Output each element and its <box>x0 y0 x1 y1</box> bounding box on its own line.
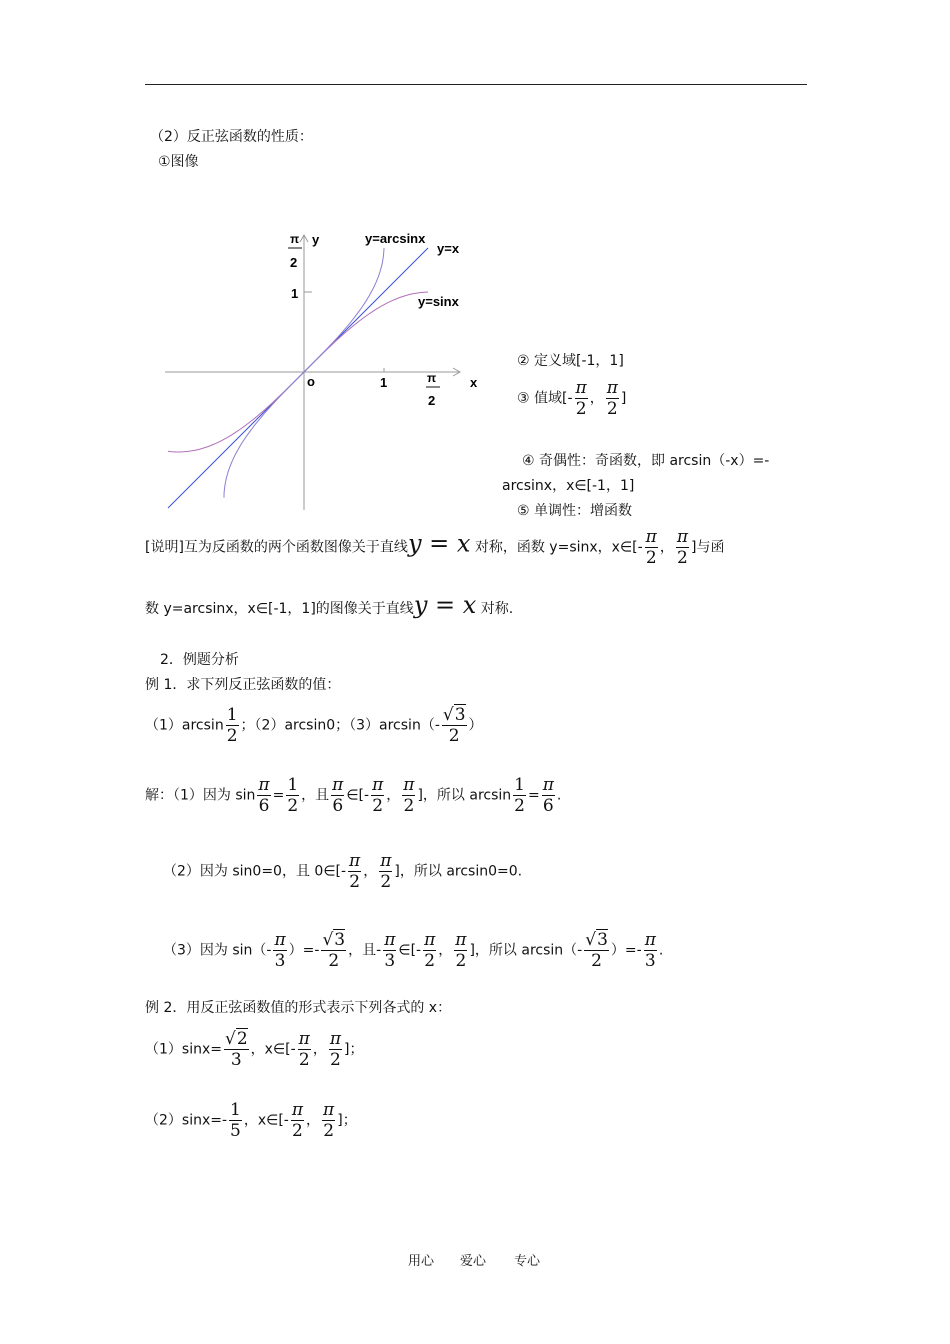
ex2-problem-1: （1）sinx= $\frac{√2}{3}$ ，x∈[- $\frac{\pi}{2}$ ， $\frac{\pi}{2}$ ]； <box>145 1029 364 1070</box>
label-curve-sin: y=sinx <box>418 294 459 309</box>
prop-domain: ② 定义域[-1，1] <box>517 353 624 369</box>
ex1-solution-3: （3）因为 sin（- $\frac{\pi}{3}$ ）=- $\frac{√3}{2}$ ，且- $\frac{\pi}{3}$ ∈[- $\frac{\pi}{2}$ ， $\frac{\pi}{2}$ ]，所以 arcsin（- $\frac{√3}{2}$ ）=- $\frac{\pi}{3}$ . <box>163 930 664 971</box>
label-origin: o <box>307 374 315 389</box>
ex2-title: 例 2．用反正弦函数值的形式表示下列各式的 x： <box>145 1000 452 1016</box>
label-y: y <box>312 232 320 247</box>
footer-yongxin: 用心 <box>408 1254 435 1269</box>
label-two-x: 2 <box>428 393 436 408</box>
ex1-solution-1: 解：（1）因为 sin $\frac{\pi}{6}$ = $\frac{1}{2}$ ，且 $\frac{\pi}{6}$ ∈[- $\frac{\pi}{2}$ ， $\frac{\pi}{2}$ ]，所以 arcsin $\frac{1}{2}$ = $\frac{\pi}{6}$ . <box>145 775 562 816</box>
prop-range: ③ 值域[- $\frac{\pi}{2}$ ， $\frac{\pi}{2}$ ] <box>517 378 627 419</box>
arcsin-graph <box>160 225 490 515</box>
label-two-y: 2 <box>290 255 298 270</box>
eq-y-equals-x-2: y = x <box>413 591 477 619</box>
ex1-solution-2: （2）因为 sin0=0，且 0∈[- $\frac{\pi}{2}$ ， $\frac{\pi}{2}$ ]，所以 arcsin0=0. <box>163 851 523 892</box>
footer-zhuanxin: 专心 <box>514 1254 541 1269</box>
ex1-problems: （1）arcsin $\frac{1}{2}$ ；（2）arcsin0；（3）arcsin（- $\frac{√3}{2}$ ） <box>145 705 483 746</box>
footer-aixin: 爱心 <box>460 1254 487 1269</box>
label-curve-x: y=x <box>437 241 460 256</box>
ex1-title: 例 1．求下列反正弦函数的值： <box>145 677 341 693</box>
ex2-problem-2: （2）sinx=- $\frac{1}{5}$ ，x∈[- $\frac{\pi}{2}$ ， $\frac{\pi}{2}$ ]； <box>145 1100 357 1141</box>
header-rule <box>145 84 807 85</box>
section-title: （2）反正弦函数的性质： <box>150 129 313 145</box>
label-pi-x: π <box>427 371 437 385</box>
label-one-y: 1 <box>291 286 299 301</box>
label-one-x: 1 <box>380 375 388 390</box>
note-line1: [说明]互为反函数的两个函数图像关于直线y = x 对称，函数 y=sinx，x∈[- $\frac{\pi}{2}$ ， $\frac{\pi}{2}$ ]与函 <box>145 527 725 568</box>
prop-parity-line1: ④ 奇偶性：奇函数，即 arcsin（-x）=- <box>522 453 770 469</box>
label-x: x <box>470 375 478 390</box>
example-heading: 2．例题分析 <box>160 652 239 668</box>
label-curve-arcsin: y=arcsinx <box>365 231 426 246</box>
eq-y-equals-x: y = x <box>407 529 471 558</box>
note-line2: 数 y=arcsinx，x∈[-1，1]的图像关于直线y = x 对称. <box>145 591 514 619</box>
prop-monotonic: ⑤ 单调性：增函数 <box>517 503 633 519</box>
prop-parity-line2: arcsinx，x∈[-1，1] <box>502 478 635 494</box>
label-pi-y: π <box>290 232 300 246</box>
item-graph: ①图像 <box>158 154 199 170</box>
